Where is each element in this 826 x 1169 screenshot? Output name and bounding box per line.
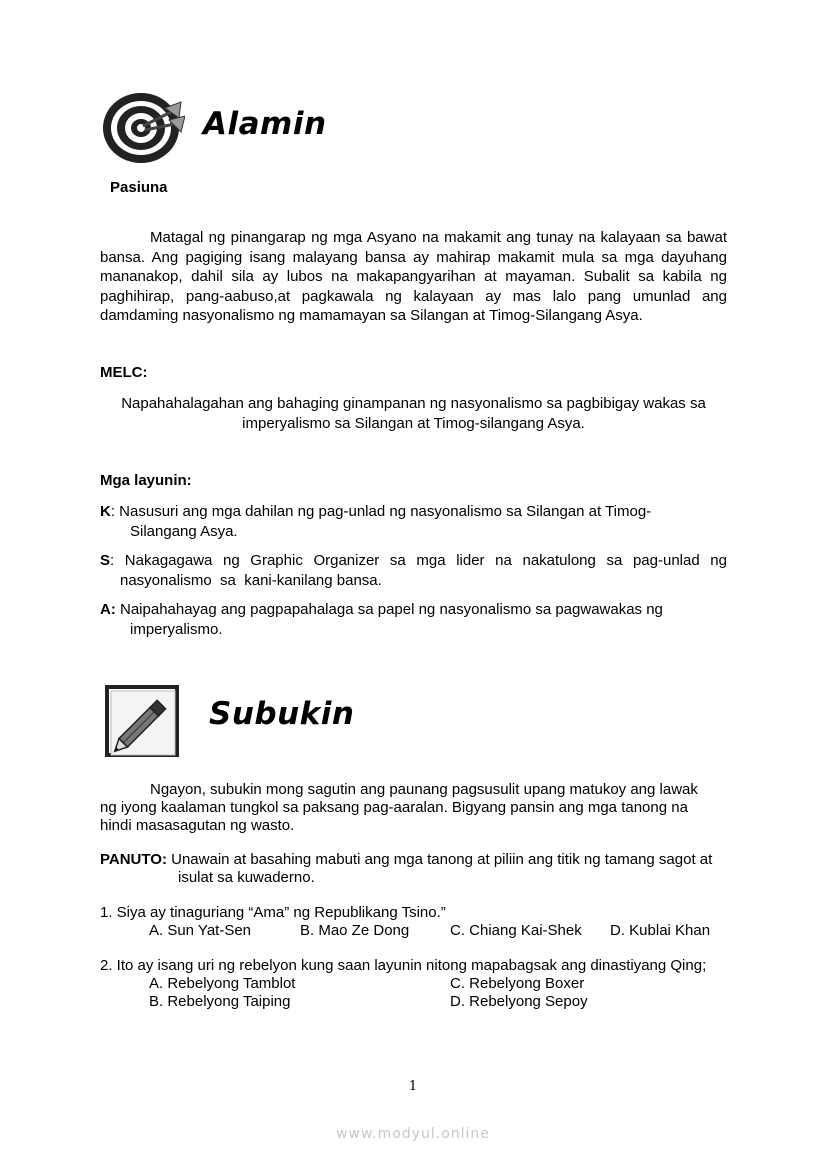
question-2-choice-b: B. Rebelyong Taiping xyxy=(149,993,291,1010)
question-2-choice-d: D. Rebelyong Sepoy xyxy=(450,993,588,1010)
panuto-label: PANUTO: xyxy=(100,851,167,868)
alamin-intro xyxy=(100,228,727,326)
question-1-choice-a: A. Sun Yat-Sen xyxy=(149,922,252,939)
subukin-intro xyxy=(100,781,740,835)
panuto xyxy=(100,851,740,887)
melc-line-1: Napahahalagahan ang bahaging ginampanan ng nasyonalismo sa pagbibigay wakas sa xyxy=(121,395,706,412)
layunin-s-line-1: Nakagagawa ng Graphic Organizer sa mga lider na nakatulong sa pag-unlad ng xyxy=(114,552,727,569)
watermark: www.modyul.online xyxy=(336,1126,490,1142)
question-1-choice-c: C. Chiang Kai-Shek xyxy=(450,922,582,939)
target-icon xyxy=(101,90,185,166)
layunin-k-line-1: Nasusuri ang mga dahilan ng pag-unlad ng nasyonalismo sa Silangan at Timog- xyxy=(115,503,652,520)
question-1-text: 1. Siya ay tinaguriang “Ama” ng Republikang Tsino.” xyxy=(100,904,446,921)
question-2-choice-c: C. Rebelyong Boxer xyxy=(450,975,585,992)
layunin-a-line-2: imperyalismo. xyxy=(130,620,223,638)
question-2-choice-a: A. Rebelyong Tamblot xyxy=(149,975,296,992)
layunin-label: Mga layunin: xyxy=(100,472,192,489)
layunin-key-k: K xyxy=(100,503,111,520)
melc-label: MELC: xyxy=(100,364,148,381)
layunin-a-line-1: Naipahahayag ang pagpapahalaga sa papel ng nasyonalismo sa pagwawakas ng xyxy=(115,601,663,618)
panuto-line-2: isulat sa kuwaderno. xyxy=(178,869,315,886)
layunin-key-a: A: xyxy=(100,601,116,618)
subukin-intro-line-3: hindi masasagutan ng wasto. xyxy=(100,817,295,834)
question-2-text: 2. Ito ay isang uri ng rebelyon kung saan layunin nitong mapabagsak ang dinastiyang Qing; xyxy=(100,957,707,974)
pencil-icon xyxy=(103,683,183,759)
layunin-key-s: S xyxy=(100,552,111,569)
layunin-item-k: K: Nasusuri ang mga dahilan ng pag-unlad ng nasyonalismo sa Silangan at Timog- Silangang Asya. xyxy=(100,502,727,541)
question-1-choice-d: D. Kublai Khan xyxy=(610,922,711,939)
subukin-title: Subukin xyxy=(209,696,355,732)
alamin-title: Alamin xyxy=(203,106,327,142)
melc-line-2: imperyalismo sa Silangan at Timog-silangang Asya. xyxy=(242,414,585,432)
question-1-choice-b: B. Mao Ze Dong xyxy=(300,922,410,939)
question-1 xyxy=(100,904,740,940)
layunin-item-a xyxy=(100,600,727,639)
layunin-k-line-2: Silangang Asya. xyxy=(130,522,238,540)
pasiuna-subheading: Pasiuna xyxy=(110,179,168,196)
panuto-line-1: Unawain at basahing mabuti ang mga tanong at piliin ang titik ng tamang sagot at xyxy=(166,851,713,868)
layunin-item-s: S: Nakagagawa ng Graphic Organizer sa mga lider na nakatulong sa pag-unlad ng nasyonalismo sa kani-kanilang bansa. xyxy=(100,552,727,589)
melc-text xyxy=(100,394,727,433)
subukin-intro-line-2: ng iyong kaalaman tungkol sa paksang pag-aaralan. Bigyang pansin ang mga tanong na xyxy=(100,799,688,816)
question-2 xyxy=(100,957,740,1011)
page-number: 1 xyxy=(408,1079,418,1094)
subukin-intro-line-1: Ngayon, subukin mong sagutin ang paunang pagsusulit upang matukoy ang lawak xyxy=(150,781,698,798)
layunin-s-line-2: nasyonalismo sa kani-kanilang bansa. xyxy=(120,571,382,589)
alamin-intro-text: Matagal ng pinangarap ng mga Asyano na makamit ang tunay na kalayaan sa bawat bansa. Ang pagiging isang malayang bansa ay mahirap makamit mula sa mga dayuhang mananakop, dahil sila ay lubos na makapangyarihan at mayaman. Subalit sa kabila ng paghihirap, pang-aabuso,at pagkawala ng kalayaan ay mas lalo pang umunlad ang damdaming nasyonalismo ng mamamayan sa Silangan at Timog-Silangang Asya. xyxy=(100,229,727,324)
